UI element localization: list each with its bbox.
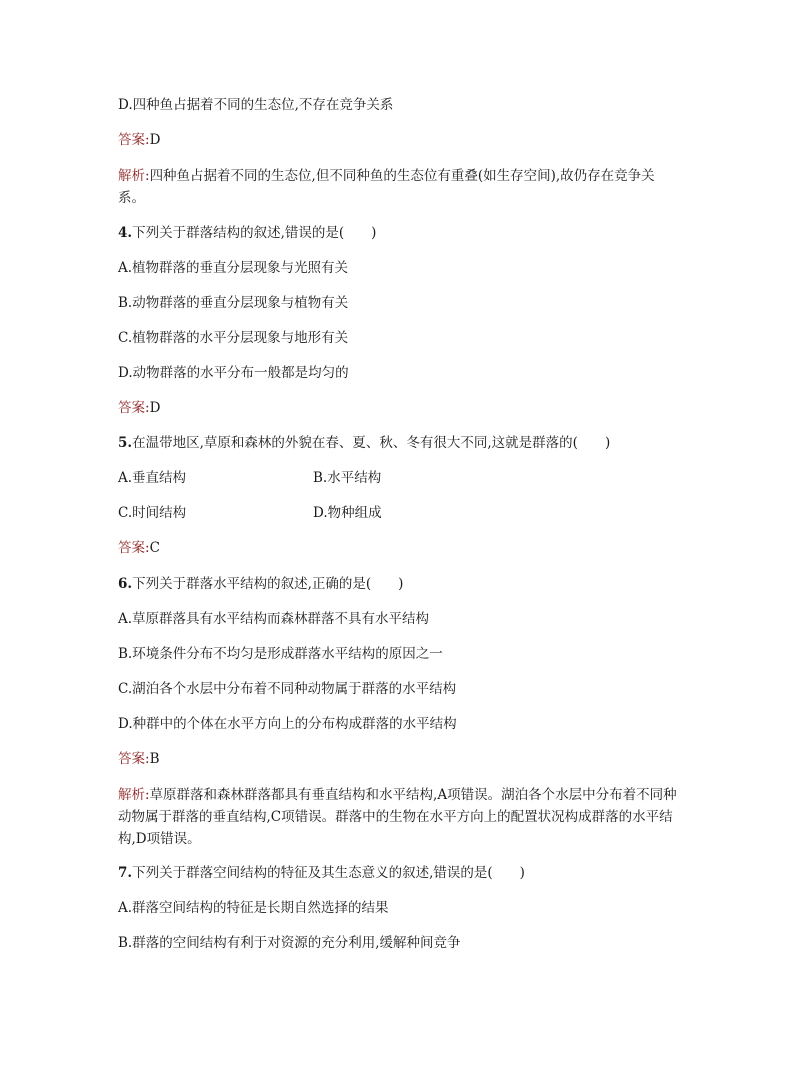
analysis-prev bbox=[118, 165, 678, 209]
q6-option-b: B.环境条件分布不均匀是形成群落水平结构的原因之一 bbox=[118, 646, 443, 662]
question-stem: 下列关于群落结构的叙述,错误的是( ) bbox=[132, 225, 377, 241]
answer-label: 答案: bbox=[118, 400, 150, 416]
q4-answer bbox=[118, 399, 160, 417]
answer-label: 答案: bbox=[118, 751, 150, 767]
answer-prev bbox=[118, 131, 160, 149]
answer-value: B bbox=[149, 751, 160, 767]
q7-option-b: B.群落的空间结构有利于对资源的充分利用,缓解种间竞争 bbox=[118, 935, 461, 951]
q4-option-b: B.动物群落的垂直分层现象与植物有关 bbox=[118, 295, 349, 311]
answer-value: D bbox=[149, 132, 161, 148]
question-4 bbox=[118, 224, 376, 242]
q5-option-b: B.水平结构 bbox=[313, 470, 382, 486]
q6-answer bbox=[118, 750, 159, 768]
question-number: 5. bbox=[118, 435, 133, 451]
question-number: 6. bbox=[118, 576, 133, 592]
q5-option-a: A.垂直结构 bbox=[118, 470, 187, 486]
q4-option-a: A.植物群落的垂直分层现象与光照有关 bbox=[118, 260, 349, 276]
q6-option-d: D.种群中的个体在水平方向上的分布构成群落的水平结构 bbox=[118, 716, 457, 732]
q5-option-c: C.时间结构 bbox=[118, 505, 187, 521]
question-number: 4. bbox=[118, 225, 133, 241]
question-stem: 在温带地区,草原和森林的外貌在春、夏、秋、冬有很大不同,这就是群落的( ) bbox=[132, 435, 611, 451]
q5-answer bbox=[118, 539, 160, 557]
analysis-text: 草原群落和森林群落都具有垂直结构和水平结构,A项错误。湖泊各个水层中分布着不同种动物属于群落的垂直结构,C项错误。群落中的生物在水平方向上的配置状况构成群落的水平结构,D项错误。 bbox=[118, 787, 677, 847]
analysis-label: 解析: bbox=[118, 787, 150, 803]
q6-analysis bbox=[118, 784, 678, 850]
question-number: 7. bbox=[118, 865, 133, 881]
q4-option-c: C.植物群落的水平分层现象与地形有关 bbox=[118, 330, 349, 346]
q6-option-c: C.湖泊各个水层中分布着不同种动物属于群落的水平结构 bbox=[118, 681, 457, 697]
q5-option-d: D.物种组成 bbox=[313, 505, 382, 521]
answer-value: C bbox=[149, 540, 160, 556]
answer-label: 答案: bbox=[118, 540, 150, 556]
q4-option-d: D.动物群落的水平分布一般都是均匀的 bbox=[118, 365, 349, 381]
answer-label: 答案: bbox=[118, 132, 150, 148]
q6-option-a: A.草原群落具有水平结构而森林群落不具有水平结构 bbox=[118, 611, 430, 627]
question-6 bbox=[118, 575, 403, 593]
analysis-label: 解析: bbox=[118, 168, 150, 184]
question-5 bbox=[118, 434, 610, 452]
question-stem: 下列关于群落水平结构的叙述,正确的是( ) bbox=[132, 576, 404, 592]
question-stem: 下列关于群落空间结构的特征及其生态意义的叙述,错误的是( ) bbox=[132, 865, 525, 881]
answer-value: D bbox=[149, 400, 161, 416]
option-d-prev: D.四种鱼占据着不同的生态位,不存在竞争关系 bbox=[118, 97, 394, 113]
question-7 bbox=[118, 864, 525, 882]
analysis-text: 四种鱼占据着不同的生态位,但不同种鱼的生态位有重叠(如生存空间),故仍存在竞争关系。 bbox=[118, 168, 655, 206]
q7-option-a: A.群落空间结构的特征是长期自然选择的结果 bbox=[118, 900, 389, 916]
